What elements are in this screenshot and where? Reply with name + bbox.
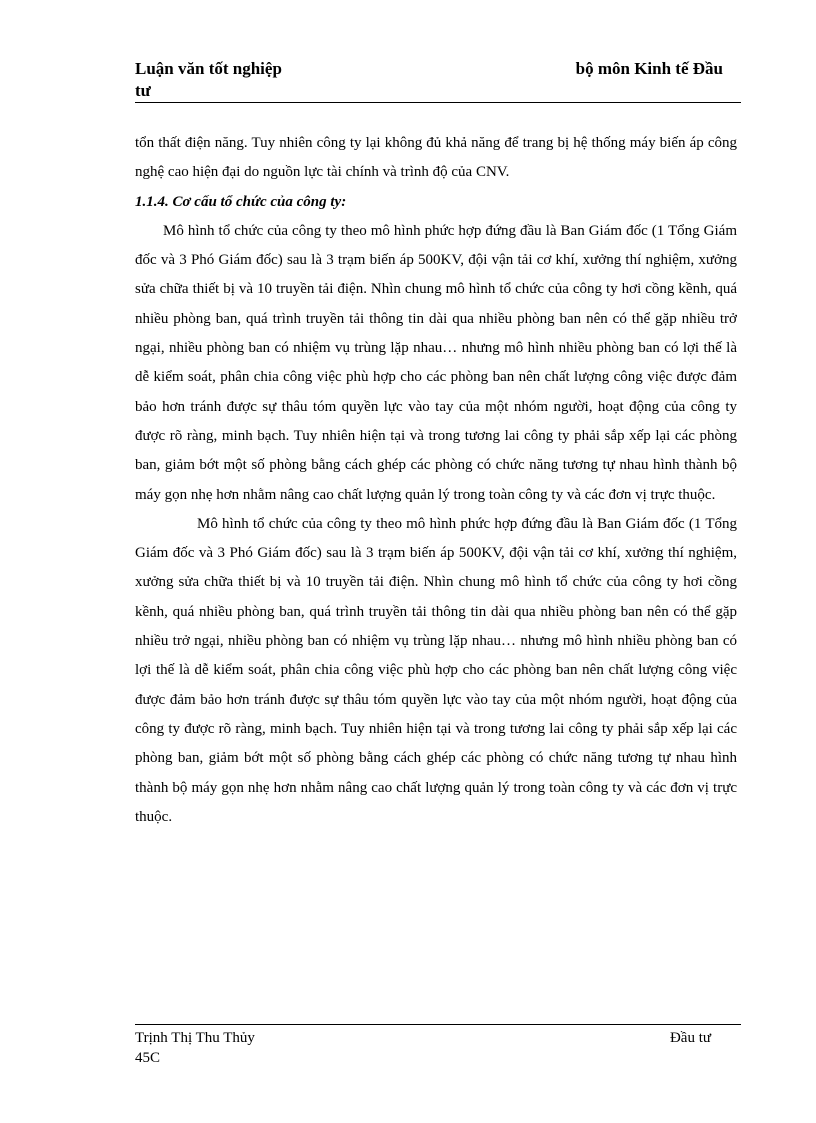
page-header (135, 58, 741, 103)
header-department: bộ môn Kinh tế Đầu (575, 59, 723, 78)
paragraph-2: Mô hình tổ chức của công ty theo mô hình phức hợp đứng đầu là Ban Giám đốc (1 Tổng Giám đốc và 3 Phó Giám đốc) sau là 3 trạm biến áp 500KV, đội vận tải cơ khí, xưởng thí nghiệm, xưởng sửa chữa thiết bị và 10 truyền tải điện. Nhìn chung mô hình tổ chức của công ty hơi cồng kềnh, quá nhiều phòng ban, quá trình truyền tải thông tin dài qua nhiều phòng ban nên có thể gặp nhiều trở ngại, nhiều phòng ban có nhiệm vụ trùng lặp nhau… nhưng mô hình nhiều phòng ban có lợi thế là dễ kiểm soát, phân chia công việc phù hợp cho các phòng ban nên chất lượng công việc được đảm bảo hơn tránh được sự thâu tóm quyền lực vào tay của một nhóm người, hoạt động của công ty được rõ ràng, minh bạch. Tuy nhiên hiện tại và trong tương lai công ty phải sắp xếp lại các phòng ban, giảm bớt một số phòng bằng cách ghép các phòng có chức năng tương tự nhau hình thành bộ máy gọn nhẹ hơn nhằm nâng cao chất lượng quản lý trong toàn công ty và các đơn vị trực thuộc. (135, 222, 737, 503)
body-text (135, 129, 737, 832)
footer-class: 45C (135, 1050, 161, 1066)
header-thesis-title: Luận văn tốt nghiệp (135, 59, 282, 78)
paragraph-1: tổn thất điện năng. Tuy nhiên công ty lại không đủ khả năng để trang bị hệ thống máy biến áp công nghệ cao hiện đại do nguồn lực tài chính và trình độ của CNV. (135, 135, 737, 181)
header-thesis-title-cont: tư (135, 81, 151, 100)
paragraph-3: Mô hình tổ chức của công ty theo mô hình phức hợp đứng đầu là Ban Giám đốc (1 Tổng Giám đốc và 3 Phó Giám đốc) sau là 3 trạm biến áp 500KV, đội vận tải cơ khí, xưởng thí nghiệm, xưởng sửa chữa thiết bị và 10 truyền tải điện. Nhìn chung mô hình tổ chức của công ty hơi cồng kềnh, quá nhiều phòng ban, quá trình truyền tải thông tin dài qua nhiều phòng ban nên có thể gặp nhiều trở ngại, nhiều phòng ban có nhiệm vụ trùng lặp nhau… nhưng mô hình nhiều phòng ban có lợi thế là dễ kiểm soát, phân chia công việc phù hợp cho các phòng ban nên chất lượng công việc được đảm bảo hơn tránh được sự thâu tóm quyền lực vào tay của một nhóm người, hoạt động của công ty được rõ ràng, minh bạch. Tuy nhiên hiện tại và trong tương lai công ty phải sắp xếp lại các phòng ban, giảm bớt một số phòng bằng cách ghép các phòng có chức năng tương tự nhau hình thành bộ máy gọn nhẹ hơn nhằm nâng cao chất lượng quản lý trong toàn công ty và các đơn vị trực thuộc. (135, 515, 737, 825)
footer-left (135, 1028, 335, 1068)
page-footer (135, 1024, 741, 1075)
footer-author: Trịnh Thị Thu Thủy (135, 1030, 255, 1046)
section-heading: 1.1.4. Cơ cấu tổ chức của công ty: (135, 193, 347, 210)
footer-major: Đầu tư (669, 1030, 711, 1046)
header-left (135, 58, 335, 102)
